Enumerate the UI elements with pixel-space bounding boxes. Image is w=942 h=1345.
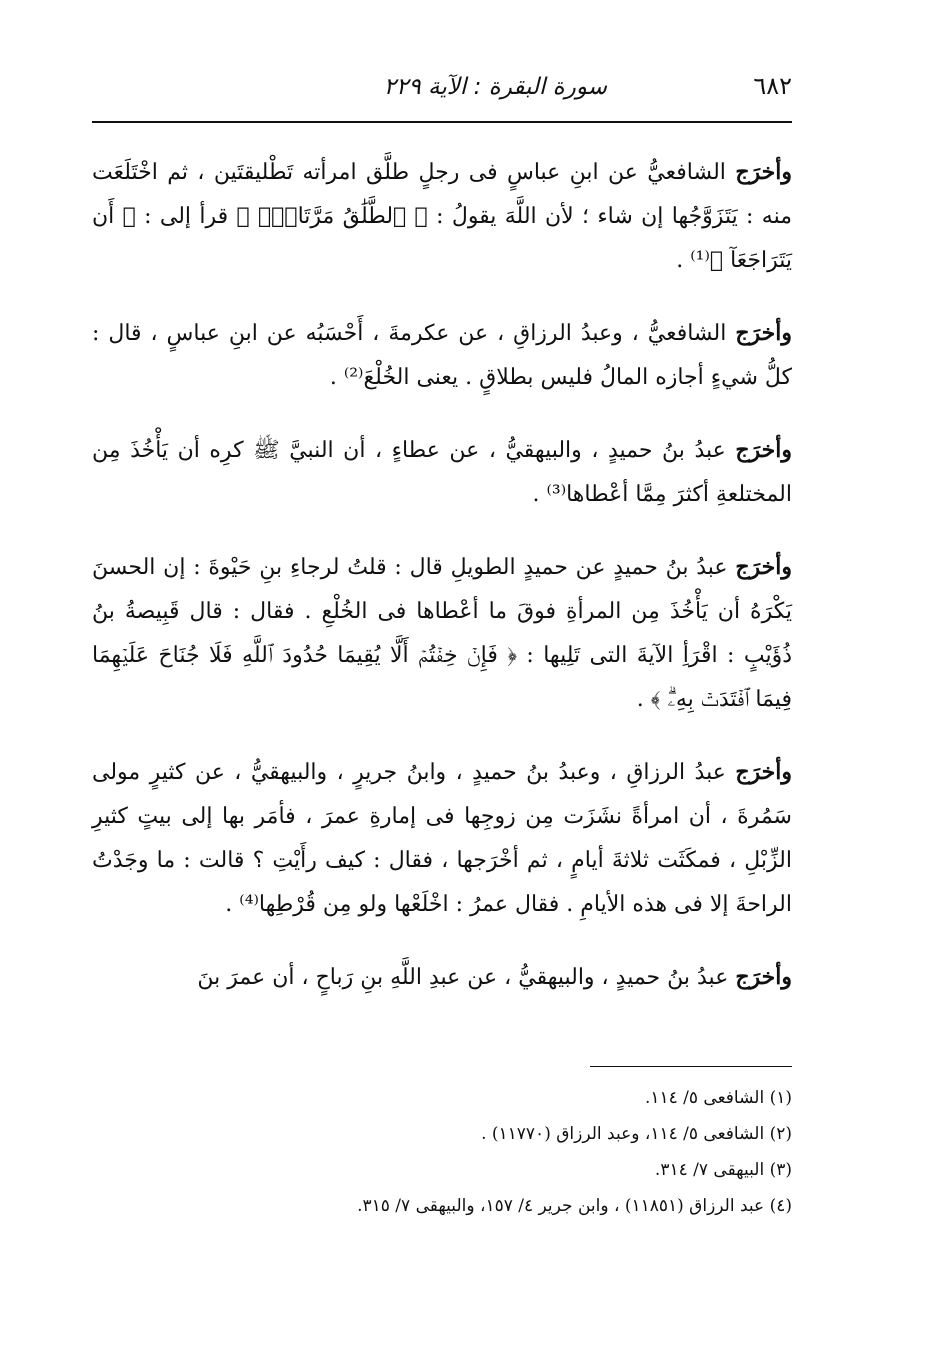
page-header — [92, 70, 792, 110]
paragraph-lead: وأخرَج — [735, 159, 792, 185]
paragraph-lead: وأخرَج — [735, 437, 792, 463]
footnote-rule — [590, 1066, 792, 1067]
footnote: (١) الشافعى ٥/ ١١٤. — [644, 1088, 792, 1108]
header-rule — [92, 121, 792, 123]
paragraph-text: عبدُ بنُ حميدٍ عن حميدٍ الطويلِ قال : قلتُ لرجاءِ بنِ حَيْوةَ : إن الحسنَ يَكْرَهُ أن يَأْخُذَ مِن المرأةِ فوقَ ما أعْطاها فى الخُلْعِ . فقال : قال قَبِيصةُ بنُ ذُؤَيْبٍ : اقْرَأِ الآيةَ التى تَلِيها : ﴿ فَإِنۡ خِفۡتُمۡ أَلَّا يُقِيمَا حُدُودَ ٱللَّهِ فَلَا جُنَاحَ عَلَيۡهِمَا فِيمَا ٱفۡتَدَتۡ بِهِۦۗ ﴾ . — [92, 555, 792, 712]
paragraph-lead: وأخرَج — [735, 964, 792, 990]
footnote: (٣) البيهقى ٧/ ٣١٤. — [654, 1160, 792, 1180]
footnotes — [150, 1080, 792, 1224]
paragraph-text: عبدُ الرزاقِ ، وعبدُ بنُ حميدٍ ، وابنُ جريرٍ ، والبيهقيُّ ، عن كثيرٍ مولى سَمُرةَ ، أن امرأةً نشَزَت مِن زوجِها فى إمارةِ عمرَ ، فأمَر بها إلى بيتٍ كثيرِ الزِّبْلِ ، فمكَثَت ثلاثةَ أيامٍ ، ثم أخْرَجها ، فقال : كيف رأَيْتِ ؟ قالت : ما وجَدْتُ الراحةَ إلا فى هذه الأيامِ . فقال عمرُ : اخْلَعْها ولو مِن قُرْطِها⁽⁴⁾ . — [92, 760, 792, 917]
footnote: (٢) الشافعى ٥/ ١١٤، وعبد الرزاق (١١٧٧٠) . — [481, 1124, 792, 1144]
paragraph-lead: وأخرَج — [735, 320, 792, 346]
paragraph — [92, 311, 792, 400]
paragraph-text: الشافعيُّ ، وعبدُ الرزاقِ ، عن عكرمةَ ، أَحْسَبُه عن ابنِ عباسٍ ، قال : كلُّ شيءٍ أجازه المالُ فليس بطلاقٍ . يعنى الخُلْعَ⁽²⁾ . — [92, 321, 792, 390]
paragraph — [92, 150, 792, 283]
paragraph-text: الشافعيُّ عن ابنِ عباسٍ فى رجلٍ طلَّق امرأته تَطْليقتَين ، ثم اخْتَلَعَت منه : يَتَزَوَّجُها إن شاء ؛ لأن اللَّهَ يقولُ : ﴿ ٱلطَّلَٰقُ مَرَّتَانِۖ ﴾ قرأ إلى : ﴿ أَن يَتَرَاجَعَآ ﴾⁽¹⁾ . — [92, 160, 792, 273]
paragraph-text: عبدُ بنُ حميدٍ ، والبيهقيُّ ، عن عبدِ اللَّهِ بنِ رَباحٍ ، أن عمرَ بنَ — [197, 965, 736, 990]
running-title: سورة البقرة : الآية ٢٢٩ — [383, 74, 607, 100]
footnote: (٤) عبد الرزاق (١١٨٥١) ، وابن جرير ٤/ ١٥٧، والبيهقى ٧/ ٣١٥. — [357, 1196, 792, 1216]
paragraph-lead: وأخرَج — [735, 554, 792, 580]
paragraph — [92, 750, 792, 927]
paragraph-lead: وأخرَج — [735, 759, 792, 785]
paragraph — [92, 428, 792, 517]
paragraph — [92, 545, 792, 722]
paragraph-text: عبدُ بنُ حميدٍ ، والبيهقيُّ ، عن عطاءٍ ، أن النبيَّ ﷺ كرِه أن يَأْخُذَ مِن المختلعةِ أكثرَ مِمَّا أعْطاها⁽³⁾ . — [92, 438, 792, 507]
page-number: ٦٨٢ — [753, 72, 792, 100]
paragraph — [92, 955, 792, 1000]
body-text — [92, 150, 792, 1028]
